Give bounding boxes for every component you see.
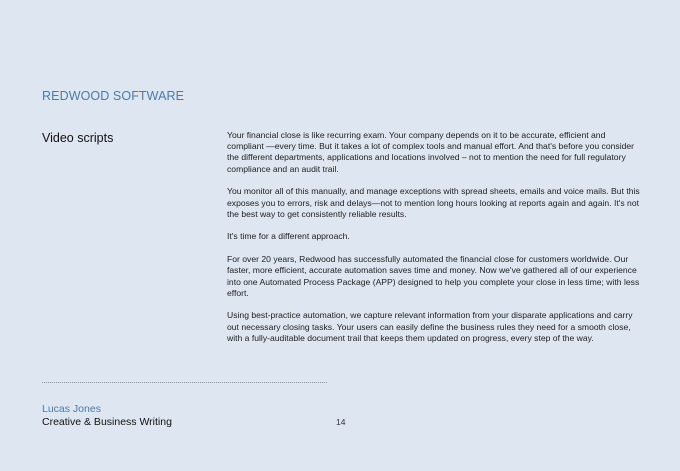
- paragraph: It's time for a different approach.: [227, 231, 350, 242]
- paragraph: Your financial close is like recurring exam. Your company depends on it to be accurate, efficient and compliant —every time. But it takes a lot of complex tools and manual effort. And that's before you consider the different departments, applications and locations involved – not to mention the need for full regulatory compliance and an audit trail.: [227, 130, 635, 174]
- page-number: 14: [336, 417, 346, 427]
- company-name: REDWOOD SOFTWARE: [42, 89, 185, 103]
- footer-divider: [42, 382, 327, 383]
- author-name: Lucas Jones: [42, 403, 101, 415]
- paragraph: For over 20 years, Redwood has successfully automated the financial close for customers worldwide. Our faster, more efficient, accurate automation saves time and money. Now we've gathered all of our experience into one Automated Process Package (APP) designed to help you complete your close in less time; with less effort.: [227, 254, 640, 298]
- paragraph: Using best-practice automation, we capture relevant information from your disparate applications and carry out necessary closing tasks. Your users can easily define the business rules they need for a smooth close, with a fully-auditable document trail that keeps them updated on progress, every step of the way.: [227, 310, 633, 343]
- author-role: Creative & Business Writing: [42, 416, 172, 428]
- body-text: [227, 130, 642, 356]
- paragraph: You monitor all of this manually, and manage exceptions with spread sheets, emails and voice mails. But this exposes you to errors, risk and delays—not to mention long hours looking at reports again and again. It's not the best way to get consistently reliable results.: [227, 186, 640, 219]
- section-title: Video scripts: [42, 131, 114, 145]
